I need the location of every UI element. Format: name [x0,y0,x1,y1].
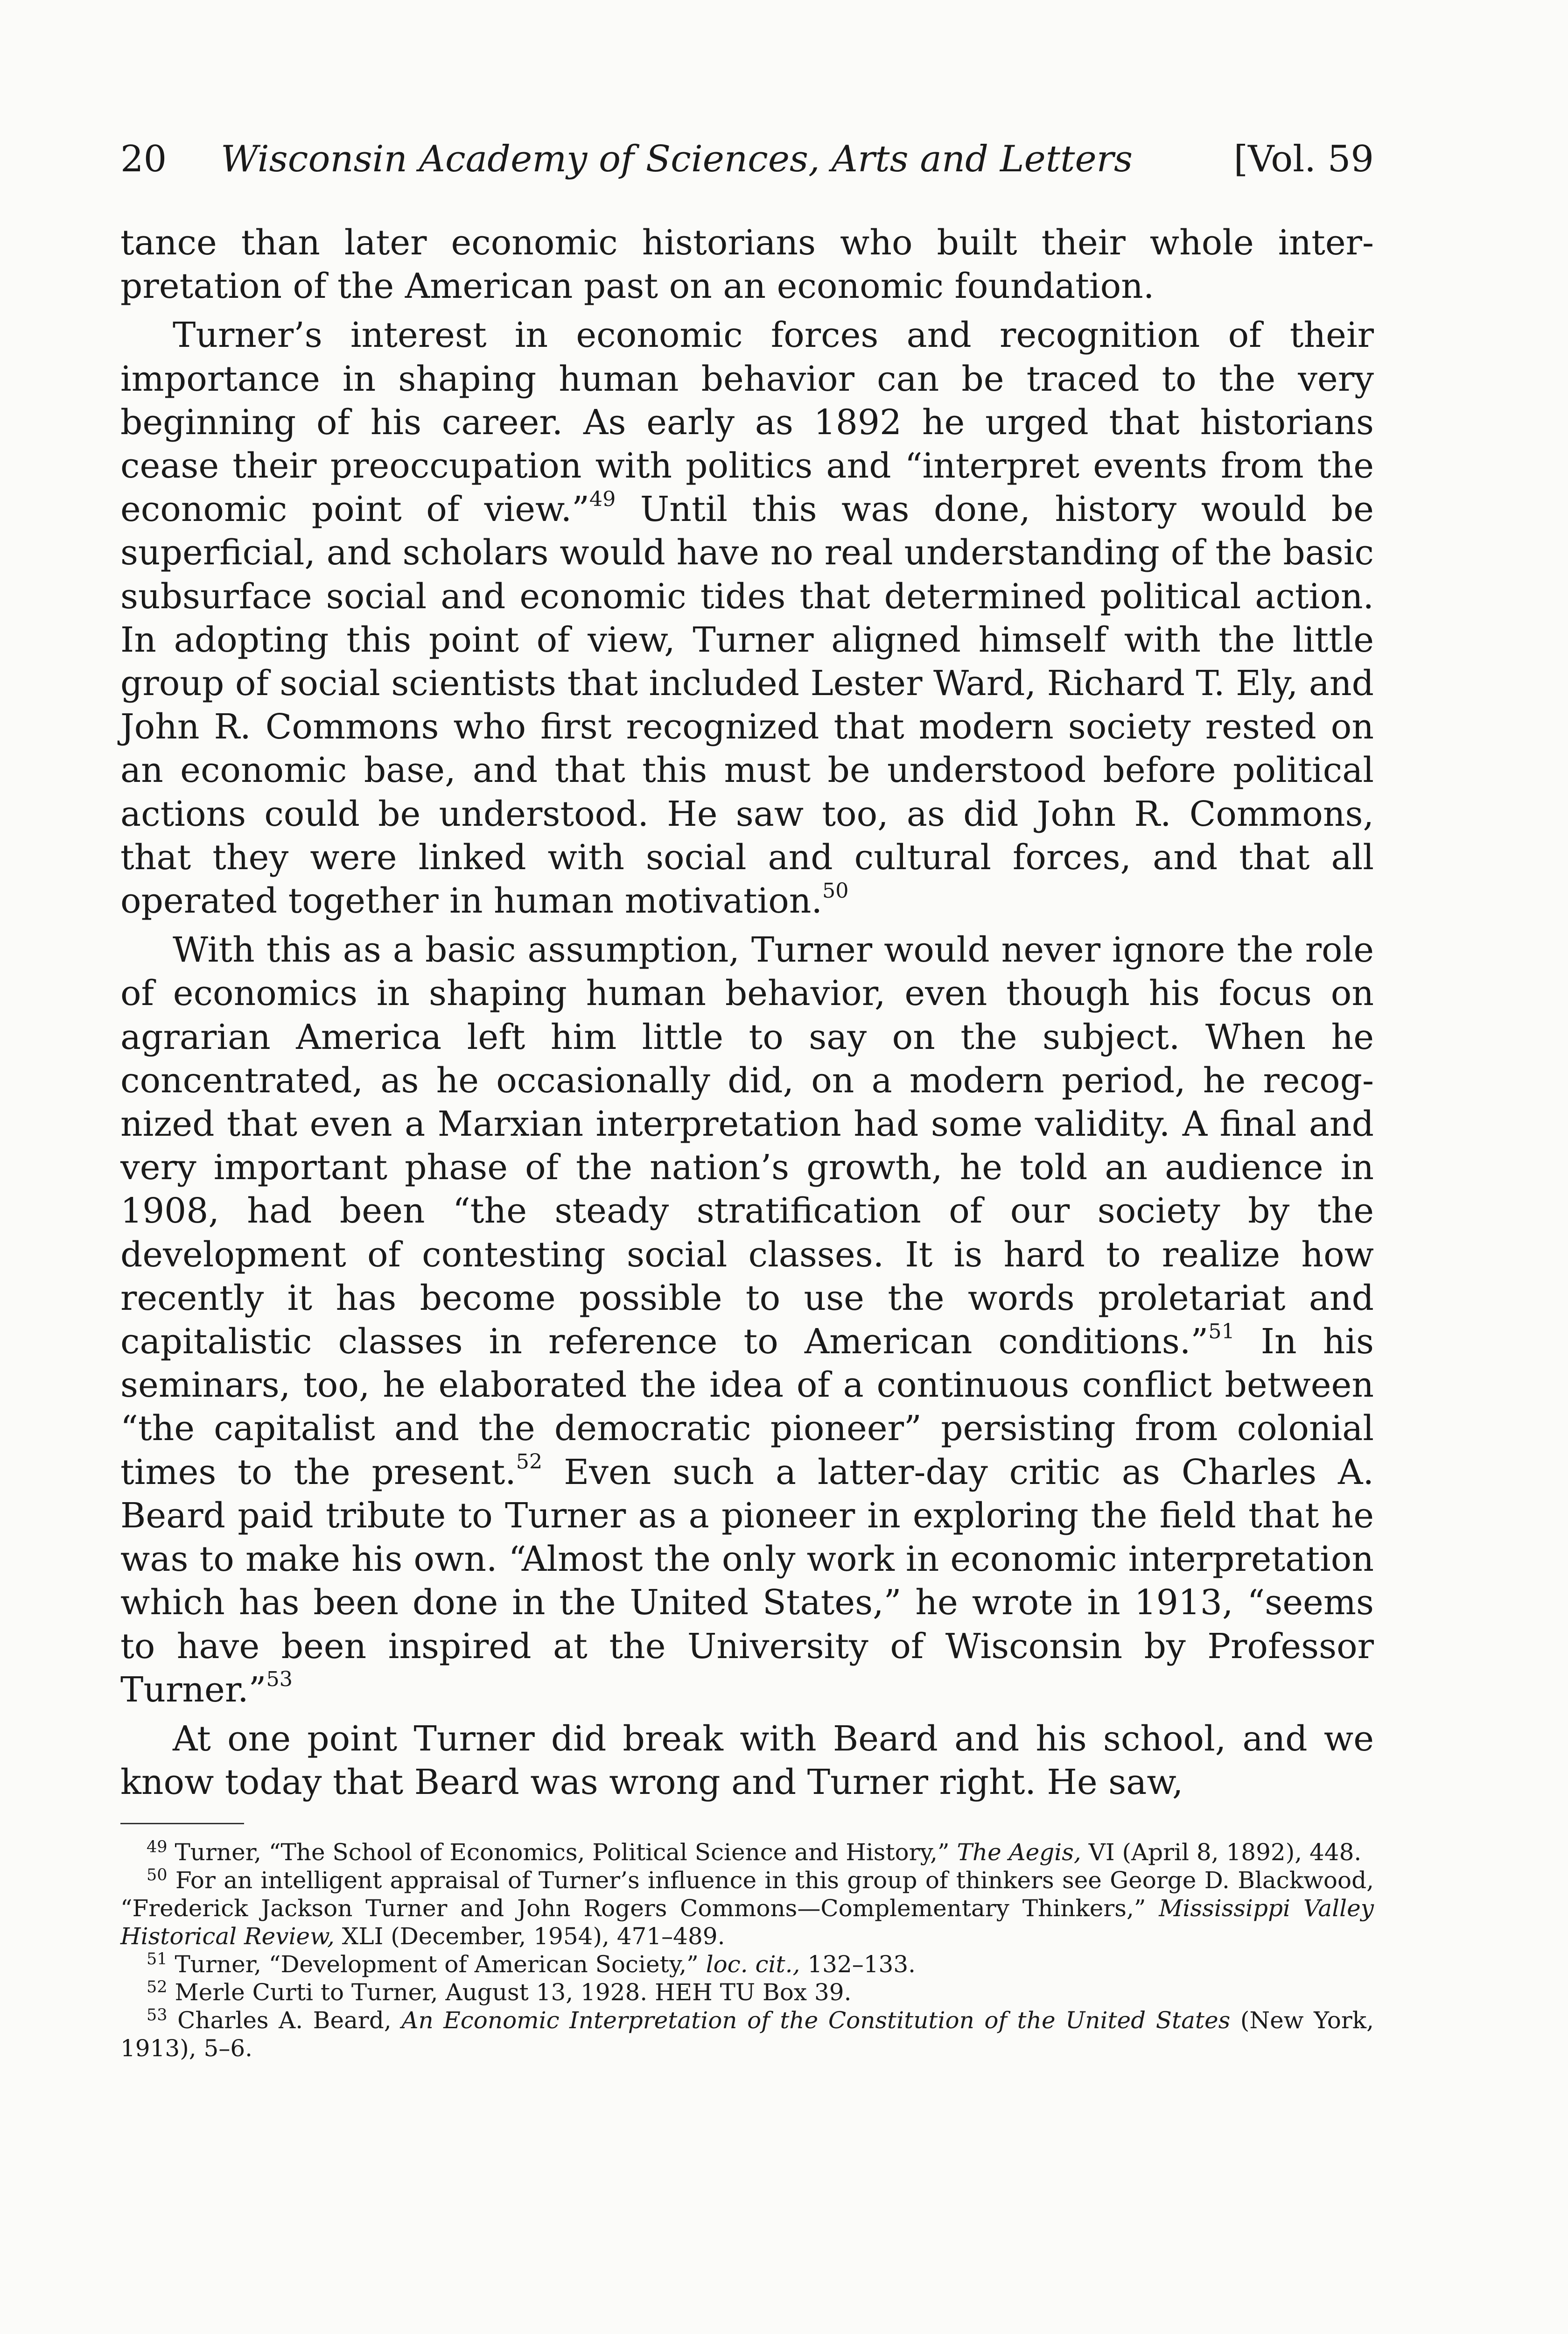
paragraph-2-text-a: Turner’s interest in economic forces and recognition of their importance in shaping human behavior can be traced to the very beginning of his career. As early as 1892 he urged that historians cease their preoccupation with politics and “interpret events from the economic point of view.” [120,315,1374,530]
footnote-49-number: 49 [147,1837,168,1856]
footnotes [120,1838,1374,2062]
footnote-ref-52: 52 [516,1450,543,1474]
footnote-49 [120,1838,1374,1866]
footnote-49-text-b: VI (April 8, 1892), 448. [1081,1839,1362,1866]
page-number: 20 [120,138,167,180]
paragraph-1 [120,221,1374,308]
footnote-ref-51: 51 [1208,1319,1235,1343]
footnote-50-text-a: For an intelligent appraisal of Turner’s influence in this group of thinkers see George D. Blackwood, “Frederick Jackson Turner and John Rogers Commons—Complementary Thinkers,” [120,1867,1374,1922]
paragraph-3-text-b: In his seminars, too, he elaborated the idea of a continuous conflict between “the capitalist and the democratic pioneer” persisting from colonial times to the present. [120,1322,1374,1492]
footnote-49-text-a: Turner, “The School of Economics, Political Science and History,” [167,1839,957,1866]
footnote-51-text-a: Turner, “Development of American Society,” [167,1951,706,1978]
page [120,134,1374,2062]
footnote-53-text-b: (New York, 1913), 5–6. [120,2007,1374,2062]
paragraph-2 [120,314,1374,923]
footnote-52-text-a: Merle Curti to Turner, August 13, 1928. HEH TU Box 39. [167,1979,852,2006]
volume-label: [Vol. 59 [1233,138,1374,180]
footnote-50-text-b: XLI (December, 1954), 471–489. [334,1923,725,1950]
footnote-ref-49: 49 [589,487,616,511]
paragraph-3 [120,928,1374,1712]
footnote-49-title: The Aegis, [957,1839,1081,1866]
footnote-51-text-b: 132–133. [800,1951,916,1978]
footnote-53 [120,2006,1374,2062]
footnote-50-title: Mississippi Valley Historical Review, [120,1895,1374,1950]
paragraph-2-text-b: Until this was done, history would be superficial, and scholars would have no real understanding of the basic subsurface social and economic tides that determined political action. In adopting this point of view, Turner aligned himself with the little group of social scientists that included Lester Ward, Richard T. Ely, and John R. Commons who first recognized that modern society rested on an economic base, and that this must be understood before political actions could be understood. He saw too, as did John R. Commons, that they were linked with social and cultural forces, and that all operated together in human motivation. [120,489,1374,921]
footnote-53-text-a: Charles A. Beard, [167,2007,402,2034]
footnote-53-number: 53 [147,2005,168,2025]
running-title: Wisconsin Academy of Sciences, Arts and Letters [221,138,1133,180]
paragraph-4-text: At one point Turner did break with Beard and his school, and we know today that Beard was wrong and Turner right. He saw, [120,1718,1374,1803]
paragraph-4 [120,1717,1374,1804]
body-text [120,221,1374,1804]
footnote-51-number: 51 [147,1949,168,1968]
footnote-53-title: An Economic Interpretation of the Constitution of the United States [401,2007,1231,2034]
footnote-ref-50: 50 [822,879,849,903]
footnote-52 [120,1978,1374,2006]
footnote-50-number: 50 [147,1865,168,1884]
footnote-50 [120,1866,1374,1950]
footnote-divider [120,1823,244,1824]
footnote-51-title: loc. cit., [706,1951,800,1978]
paragraph-3-text-a: With this as a basic assumption, Turner would never ignore the role of economics in shaping human behavior, even though his focus on agrarian America left him little to say on the subject. When he concentrated, as he occasionally did, on a modern period, he recognized that even a Marxian interpretation had some validity. A final and very important phase of the nation’s growth, he told an audience in 1908, had been “the steady stratification of our society by the development of contesting social classes. It is hard to realize how recently it has become possible to use the words proletariat and capitalistic classes in reference to American conditions.” [120,930,1374,1362]
footnote-52-number: 52 [147,1977,168,1997]
paragraph-3-text-c: Even such a latter-day critic as Charles A. Beard paid tribute to Turner as a pioneer in exploring the field that he was to make his own. “Almost the only work in economic interpretation which has been done in the United States,” he wrote in 1913, “seems to have been inspired at the University of Wisconsin by Professor Turner.” [120,1452,1374,1710]
paragraph-1-text: tance than later economic historians who built their whole interpretation of the American past on an economic foundation. [120,223,1374,307]
footnote-51 [120,1950,1374,1978]
running-header [120,134,1374,185]
footnote-ref-53: 53 [266,1667,293,1692]
